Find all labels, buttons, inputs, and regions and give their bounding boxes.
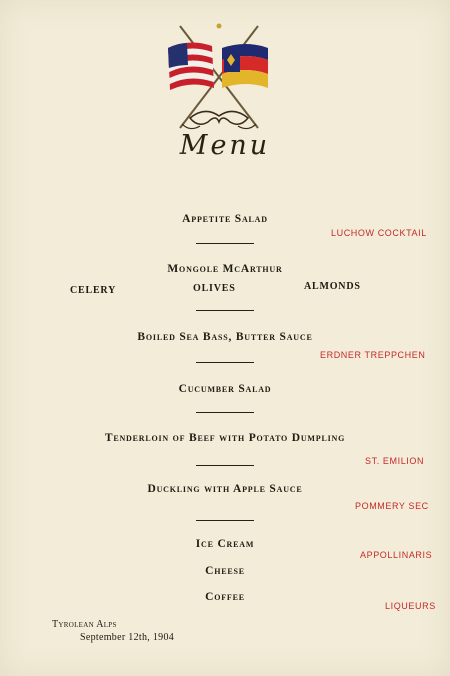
course-cucumber-salad: Cucumber Salad: [178, 383, 272, 395]
wine-appollinaris: APPOLLINARIS: [360, 550, 433, 560]
divider: [196, 243, 254, 244]
relish-almonds: ALMONDS: [304, 281, 361, 292]
course-cheese: Cheese: [205, 565, 245, 577]
divider: [196, 310, 254, 311]
footer-date: September 12th, 1904: [80, 632, 175, 643]
wine-st-emilion: ST. EMILION: [365, 456, 425, 466]
course-appetite-salad: Appetite Salad: [182, 213, 268, 225]
footer-place: Tyrolean Alps: [52, 619, 117, 630]
us-flag-icon: [168, 42, 214, 90]
relish-olives: OLIVES: [193, 283, 236, 294]
course-duckling: Duckling with Apple Sauce: [147, 483, 303, 495]
menu-title: Menu: [179, 130, 271, 161]
wine-pommery-sec: POMMERY SEC: [355, 501, 429, 511]
course-coffee: Coffee: [205, 591, 245, 603]
relish-celery: CELERY: [70, 285, 117, 296]
divider: [196, 465, 254, 466]
divider: [196, 412, 254, 413]
course-tenderloin: Tenderloin of Beef with Potato Dumpling: [104, 432, 346, 444]
wine-erdner-treppchen: ERDNER TREPPCHEN: [320, 350, 426, 360]
german-flag-icon: [222, 44, 268, 88]
crossed-flags-icon: [160, 18, 278, 136]
course-sea-bass: Boiled Sea Bass, Butter Sauce: [137, 331, 313, 343]
divider: [196, 520, 254, 521]
divider: [196, 362, 254, 363]
course-ice-cream: Ice Cream: [195, 538, 255, 550]
wine-luchow-cocktail: LUCHOW COCKTAIL: [331, 228, 427, 238]
course-mongole-mcarthur: Mongole McArthur: [167, 263, 283, 275]
wine-liqueurs: LIQUEURS: [385, 601, 436, 611]
